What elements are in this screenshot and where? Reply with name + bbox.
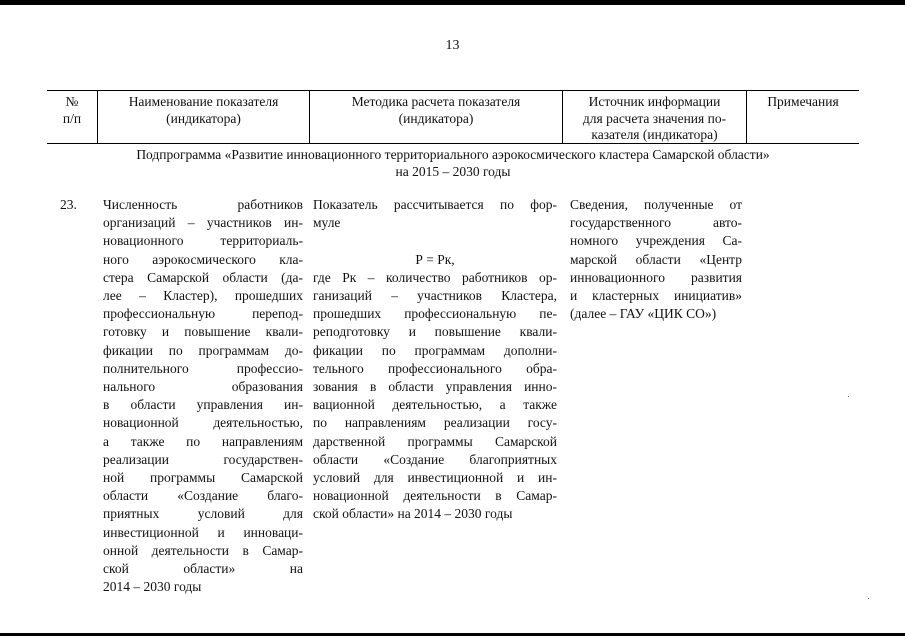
method-line: тельного профессионального обра-	[313, 360, 557, 376]
method-line: вационной деятельностью, а также	[313, 397, 557, 413]
indicator-name-line: инвестиционной и инноваци-	[103, 524, 303, 540]
header-notes-col	[746, 91, 859, 143]
header-number-line: п/п	[62, 110, 82, 126]
indicator-name-line: онной деятельности в Самар-	[103, 542, 303, 558]
indicator-name-line: организаций – участников ин-	[103, 215, 303, 231]
header-method-line: Методика расчета показателя	[351, 94, 521, 109]
indicator-name-line: реализации государствен-	[103, 451, 303, 467]
top-border-line	[0, 0, 905, 5]
indicator-name-line: ной программы Самарской	[103, 470, 303, 486]
method-line: реподготовку и повышение квали-	[313, 324, 557, 340]
source-line: государственного авто-	[570, 215, 742, 231]
indicator-name-line: стера Самарской области (да-	[103, 269, 303, 285]
header-number-line: №	[65, 94, 79, 109]
header-name-col	[97, 91, 309, 143]
method-blank-line	[313, 232, 557, 250]
header-source-line: казателя (индикатора)	[591, 127, 718, 142]
source-line: марской области «Центр	[570, 251, 742, 267]
subprogram-title	[47, 147, 859, 180]
indicator-name-line: в области управления ин-	[103, 397, 303, 413]
information-source-cell	[570, 196, 742, 323]
header-name-line: Наименование показателя	[128, 94, 279, 109]
method-line: ской области» на 2014 – 2030 годы	[313, 506, 513, 522]
subprogram-title-line: Подпрограмма «Развитие инновационного территориального аэрокосмического кластера Самарской области»	[136, 147, 770, 162]
method-line: дарственной программы Самарской	[313, 433, 557, 449]
method-line: прошедших профессиональную пе-	[313, 306, 557, 322]
page-number: 13	[445, 38, 460, 53]
method-line: Показатель рассчитывается по фор-	[313, 197, 557, 212]
scan-speck	[868, 598, 869, 599]
indicator-name-line: приятных условий для	[103, 506, 303, 522]
indicator-name-line: ного аэрокосмического кла-	[103, 251, 303, 267]
method-formula: Р = Рк,	[415, 251, 455, 267]
indicator-name-line: новационного территориаль-	[103, 233, 303, 249]
indicator-name-line: новационной деятельностью,	[103, 415, 303, 431]
header-source-line: Источник информации	[588, 94, 721, 109]
indicator-name-line: лее – Кластер), прошедших	[103, 288, 303, 304]
header-source-line: для расчета значения по-	[582, 110, 727, 126]
indicator-name-line: а также по направлениям	[103, 433, 303, 449]
indicator-name-line: полнительного профессио-	[103, 360, 303, 376]
method-line: фикации по программам дополни-	[313, 342, 557, 358]
header-method-col	[309, 91, 562, 143]
indicator-name-line: готовку и повышение квали-	[103, 324, 303, 340]
method-line: зования в области управления инно-	[313, 379, 557, 395]
indicator-name-line: фикации по программам до-	[103, 342, 303, 358]
subprogram-title-line: на 2015 – 2030 годы	[395, 163, 511, 179]
scan-speck	[848, 396, 849, 397]
indicator-name-line: Численность работников	[103, 197, 303, 212]
header-source-col	[562, 91, 746, 143]
method-line: области «Создание благоприятных	[313, 451, 557, 467]
header-name-line: (индикатора)	[166, 110, 241, 126]
indicator-name-cell	[103, 196, 303, 596]
table-header	[47, 90, 859, 144]
indicator-name-line: 2014 – 2030 годы	[103, 579, 202, 595]
indicator-name-line: профессиональную перепод-	[103, 306, 303, 322]
method-line: муле	[313, 215, 341, 231]
method-line: новационной деятельности в Самар-	[313, 488, 557, 504]
header-number-col	[47, 91, 97, 143]
source-line: (далее – ГАУ «ЦИК СО»)	[570, 306, 717, 322]
method-line: ганизаций – участников Кластера,	[313, 288, 557, 304]
header-method-line: (индикатора)	[398, 110, 474, 126]
calculation-method-cell	[313, 196, 557, 524]
source-line: инновационного развития	[570, 269, 742, 285]
method-line: условий для инвестиционной и ин-	[313, 470, 557, 486]
source-line: и кластерных инициатив»	[570, 288, 742, 304]
row-number: 23.	[60, 197, 77, 212]
method-line: где Рк – количество работников ор-	[313, 269, 557, 285]
method-line: по направлениям реализации госу-	[313, 415, 557, 431]
bottom-border-line	[0, 633, 905, 636]
indicator-name-line: области «Создание благо-	[103, 488, 303, 504]
source-line: Сведения, полученные от	[570, 197, 742, 212]
indicator-name-line: нального образования	[103, 379, 303, 395]
header-notes-line: Примечания	[767, 94, 839, 109]
indicator-name-line: ской области» на	[103, 561, 303, 577]
source-line: номного учреждения Са-	[570, 233, 742, 249]
